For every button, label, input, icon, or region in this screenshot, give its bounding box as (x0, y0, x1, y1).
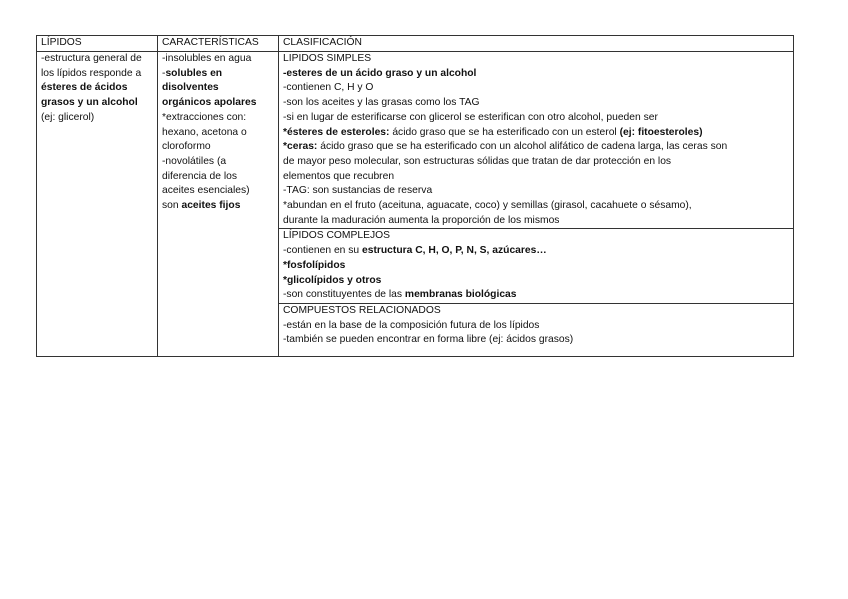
header-clasificacion: CLASIFICACIÓN (279, 36, 794, 52)
section-title: LIPIDOS SIMPLES (283, 53, 372, 64)
simples-text: ácido graso que se ha esterificado con un esterol (389, 126, 620, 138)
caract-text: -insolubles en agua (162, 53, 252, 64)
section-title: LÍPIDOS COMPLEJOS (283, 230, 391, 242)
simples-text: -si en lugar de esterificarse con glicerol se esterifican con otro alcohol, pueden ser (283, 111, 658, 123)
lipidos-bold-text: grasos y un alcohol (41, 97, 138, 109)
clasificacion-cell (279, 52, 794, 357)
caract-text: *extracciones con: (162, 111, 247, 123)
caract-bold-text: orgánicos apolares (162, 97, 257, 109)
caract-text: hexano, acetona o (162, 126, 247, 138)
simples-bold-text: (ej: fitoesteroles) (619, 126, 703, 138)
complejos-bold-text: *fosfolípidos (283, 259, 346, 271)
caract-text: - (162, 67, 166, 79)
caract-text: diferencia de los (162, 170, 237, 182)
simples-text: elementos que recubren (283, 170, 395, 182)
lipidos-cell (37, 52, 158, 357)
simples-text: de mayor peso molecular, son estructuras sólidas que tratan de dar protección en los (283, 155, 672, 167)
complejos-text: -son constituyentes de las (283, 289, 405, 301)
caract-text: son (162, 200, 182, 212)
section-lipidos-simples (283, 52, 789, 228)
simples-bold-text: *ceras: (283, 141, 318, 153)
lipidos-text: (ej: glicerol) (41, 111, 95, 123)
lipidos-text: los lípidos responde a (41, 67, 142, 79)
simples-text: -TAG: son sustancias de reserva (283, 185, 433, 197)
relacionados-text: -también se pueden encontrar en forma libre (ej: ácidos grasos) (283, 334, 574, 346)
caract-text: aceites esenciales) (162, 185, 250, 197)
caract-bold-text: solubles en (165, 67, 223, 79)
header-row (37, 36, 794, 52)
content-row (37, 52, 794, 357)
caract-text: -novolátiles (a (162, 155, 227, 167)
complejos-bold-text: estructura C, H, O, P, N, S, azúcares… (362, 245, 547, 257)
relacionados-text: -están en la base de la composición futura de los lípidos (283, 319, 540, 331)
simples-text: -son los aceites y las grasas como los TAG (283, 97, 480, 109)
simples-text: -contienen C, H y O (283, 82, 374, 94)
section-lipidos-complejos (279, 228, 793, 303)
header-caracteristicas: CARACTERÍSTICAS (158, 36, 279, 52)
simples-bold-text: -esteres de un ácido graso y un alcohol (283, 67, 477, 79)
simples-text: *abundan en el fruto (aceituna, aguacate, coco) y semillas (girasol, cacahuete o sésamo), (283, 200, 692, 212)
caract-bold-text: aceites fijos (181, 200, 241, 212)
simples-text: durante la maduración aumenta la proporción de los mismos (283, 214, 560, 226)
section-compuestos-relacionados (279, 303, 793, 356)
simples-text: ácido graso que se ha esterificado con un alcohol alifático de cadena larga, las ceras son (317, 141, 728, 153)
caract-bold-text: disolventes (162, 82, 219, 94)
caracteristicas-cell (158, 52, 279, 357)
lipidos-bold-text: ésteres de ácidos (41, 82, 128, 94)
lipidos-text: -estructura general de (41, 53, 142, 64)
lipids-table (36, 35, 794, 357)
caract-text: cloroformo (162, 141, 211, 153)
complejos-bold-text: *glicolípidos y otros (283, 274, 382, 286)
complejos-text: -contienen en su (283, 245, 362, 257)
header-lipidos: LÍPIDOS (37, 36, 158, 52)
complejos-bold-text: membranas biológicas (404, 289, 517, 301)
section-title: COMPUESTOS RELACIONADOS (283, 304, 441, 316)
simples-bold-text: *ésteres de esteroles: (283, 126, 390, 138)
